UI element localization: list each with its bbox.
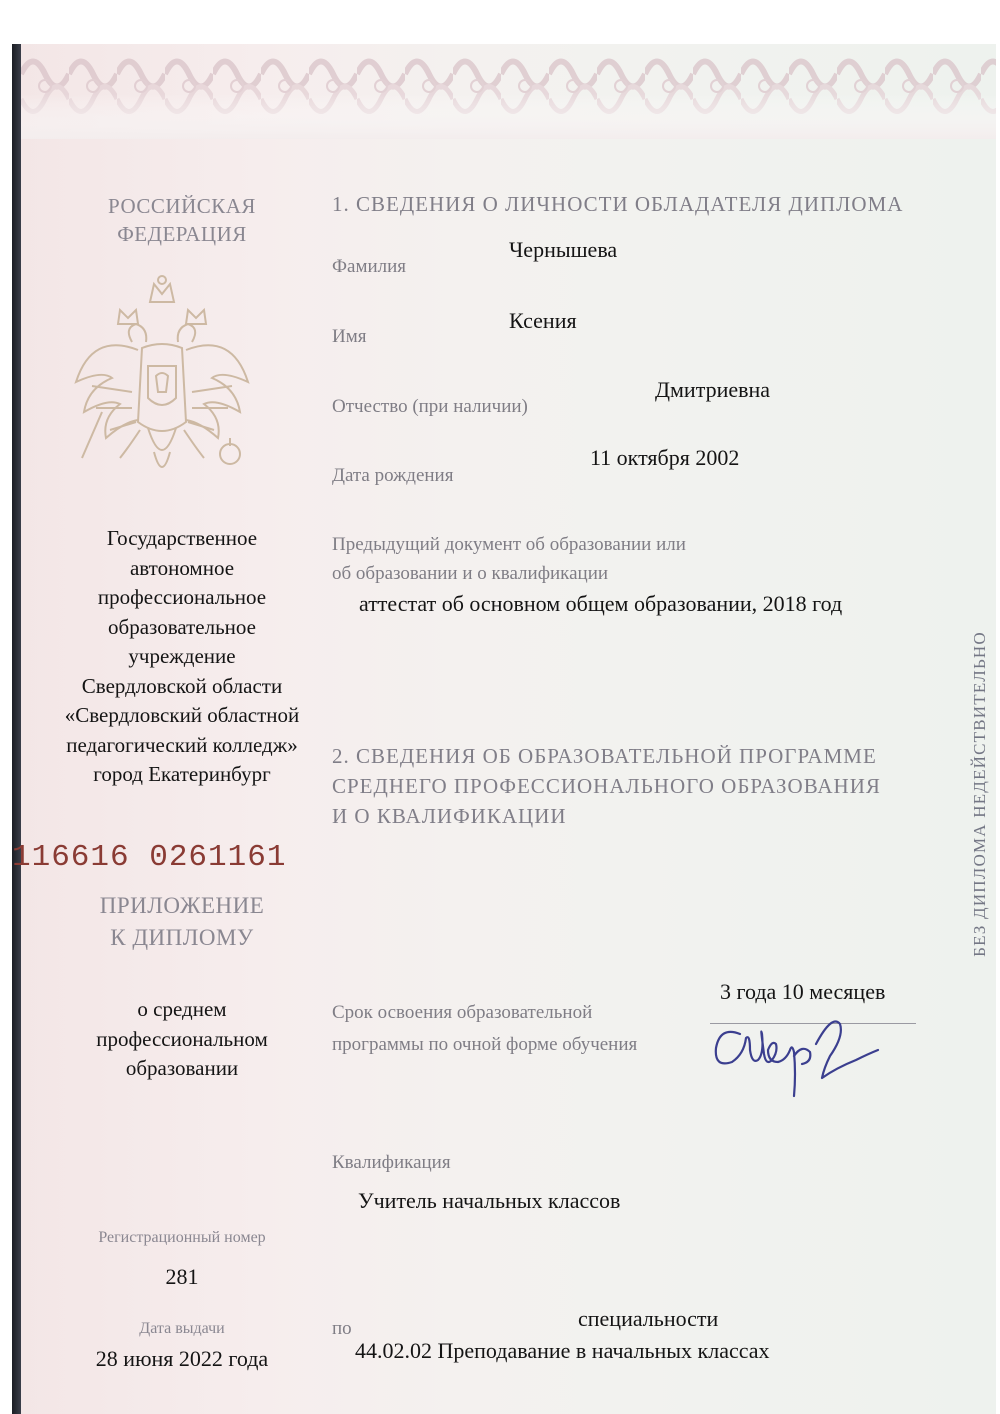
previous-document-label-line-2: об образовании и о квалификации bbox=[332, 563, 609, 584]
blank-serial-number: 116616 0261161 bbox=[12, 840, 287, 875]
appendix-line-1: ПРИЛОЖЕНИЕ bbox=[99, 893, 265, 918]
name-value: Ксения bbox=[509, 308, 577, 333]
org-line: образовательное bbox=[108, 614, 256, 639]
org-line: профессиональное bbox=[97, 585, 267, 609]
org-line: Свердловской области bbox=[81, 673, 283, 698]
diploma-appendix-page bbox=[12, 44, 996, 1414]
country-line-1: РОССИЙСКАЯ bbox=[108, 194, 256, 218]
org-line: город Екатеринбург bbox=[93, 762, 271, 786]
previous-document-label-line-1: Предыдущий документ об образовании или bbox=[332, 534, 686, 555]
education-level bbox=[32, 995, 332, 1084]
specialty-value: 44.02.02 Преподавание в начальных классах bbox=[355, 1338, 770, 1363]
birth-date-value: 11 октября 2002 bbox=[590, 445, 740, 470]
issue-date: 28 июня 2022 года bbox=[95, 1346, 269, 1371]
birth-date-label: Дата рождения bbox=[332, 465, 454, 486]
guilloche-border bbox=[21, 44, 996, 139]
patronymic-label: Отчество (при наличии) bbox=[332, 396, 528, 417]
specialty-by-label: по bbox=[332, 1318, 352, 1339]
country-name bbox=[32, 192, 332, 248]
level-line: о среднем bbox=[137, 997, 227, 1021]
handwritten-signature bbox=[706, 1004, 886, 1104]
appendix-title bbox=[32, 890, 332, 954]
section-2-heading-line-2: СРЕДНЕГО ПРОФЕССИОНАЛЬНОГО ОБРАЗОВАНИЯ bbox=[332, 774, 881, 798]
qualification-label: Квалификация bbox=[332, 1152, 451, 1173]
section-1-heading: 1. СВЕДЕНИЯ О ЛИЧНОСТИ ОБЛАДАТЕЛЯ ДИПЛОМА bbox=[332, 192, 904, 216]
country-line-2: ФЕДЕРАЦИЯ bbox=[117, 222, 247, 246]
registration-number-label: Регистрационный номер bbox=[98, 1229, 266, 1246]
level-line: образовании bbox=[125, 1056, 239, 1080]
qualification-value: Учитель начальных классов bbox=[358, 1188, 621, 1213]
patronymic-value: Дмитриевна bbox=[655, 377, 771, 402]
specialty-word: специальности bbox=[578, 1306, 719, 1331]
previous-document-value: аттестат об основном общем образовании, 2018 год bbox=[359, 591, 843, 616]
org-line: Государственное bbox=[106, 526, 258, 550]
level-line: профессиональном bbox=[96, 1026, 268, 1051]
name-label: Имя bbox=[332, 326, 367, 347]
section-2-heading-line-3: И О КВАЛИФИКАЦИИ bbox=[332, 804, 567, 828]
org-line: педагогический колледж» bbox=[66, 732, 298, 757]
org-line: «Свердловский областной bbox=[64, 703, 300, 727]
side-validity-note: БЕЗ ДИПЛОМА НЕДЕЙСТВИТЕЛЬНО bbox=[970, 631, 989, 957]
binding-spine bbox=[12, 44, 21, 1414]
surname-value: Чернышева bbox=[509, 237, 618, 262]
org-line: автономное bbox=[129, 555, 235, 580]
issue-date-label: Дата выдачи bbox=[139, 1320, 225, 1337]
institution-name bbox=[32, 524, 332, 790]
study-duration-label-line-1: Срок освоения образовательной bbox=[332, 1002, 593, 1023]
org-line: учреждение bbox=[128, 644, 236, 668]
coat-of-arms-emblem bbox=[62, 262, 262, 494]
study-duration-value: 3 года 10 месяцев bbox=[720, 979, 886, 1004]
appendix-line-2: К ДИПЛОМУ bbox=[110, 925, 254, 950]
surname-label: Фамилия bbox=[332, 256, 407, 277]
registration-number: 281 bbox=[165, 1264, 199, 1289]
study-duration-label-line-2: программы по очной форме обучения bbox=[332, 1034, 638, 1055]
section-2-heading-line-1: 2. СВЕДЕНИЯ ОБ ОБРАЗОВАТЕЛЬНОЙ ПРОГРАММЕ bbox=[332, 744, 877, 768]
